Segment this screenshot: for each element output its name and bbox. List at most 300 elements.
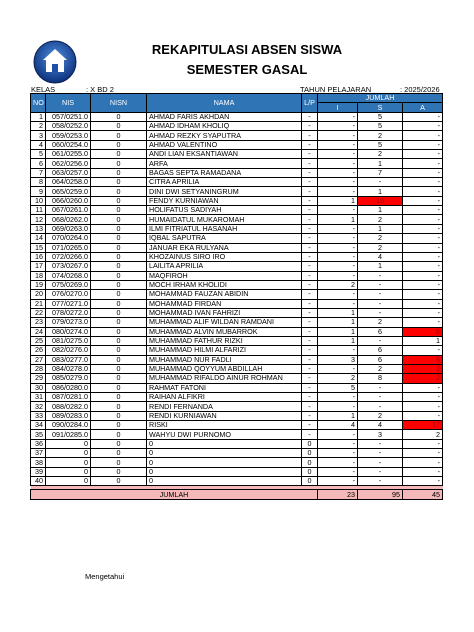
cell-lp: -: [302, 131, 318, 140]
cell-nis: 059/0253.0: [46, 131, 91, 140]
cell-a: -: [403, 131, 443, 140]
cell-nisn: 0: [91, 159, 147, 168]
cell-s: 1: [358, 159, 403, 168]
cell-i: 1: [318, 327, 358, 336]
tahun-label: TAHUN PELAJARAN: [300, 85, 372, 94]
cell-a: -: [403, 140, 443, 149]
table-row: [31, 271, 443, 280]
cell-s: -: [358, 336, 403, 345]
table-row: [31, 215, 443, 224]
cell-s: 2: [358, 318, 403, 327]
cell-lp: -: [302, 122, 318, 131]
cell-lp: -: [302, 215, 318, 224]
cell-no: 15: [31, 243, 46, 252]
cell-nis: 071/0265.0: [46, 243, 91, 252]
cell-lp: -: [302, 336, 318, 345]
cell-nisn: 0: [91, 411, 147, 420]
cell-nisn: 0: [91, 355, 147, 364]
cell-nisn: 0: [91, 383, 147, 392]
cell-nis: 083/0277.0: [46, 355, 91, 364]
cell-i: 1: [318, 308, 358, 317]
cell-lp: -: [302, 383, 318, 392]
col-header-nama: NAMA: [147, 94, 302, 113]
cell-nama: MUHAMMAD ALIF WILDAN RAMDANI: [147, 318, 302, 327]
cell-nis: 078/0272.0: [46, 308, 91, 317]
cell-i: 1: [318, 215, 358, 224]
cell-s: -: [358, 178, 403, 187]
cell-nis: 076/0270.0: [46, 290, 91, 299]
cell-nis: 061/0255.0: [46, 150, 91, 159]
cell-s: 4: [358, 252, 403, 261]
table-row: [31, 206, 443, 215]
cell-nama: AHMAD VALENTINO: [147, 140, 302, 149]
cell-no: 4: [31, 140, 46, 149]
cell-a: -: [403, 318, 443, 327]
cell-lp: -: [302, 280, 318, 289]
col-header-i: I: [318, 103, 358, 112]
cell-s: 1: [358, 262, 403, 271]
cell-nisn: 0: [91, 402, 147, 411]
cell-lp: -: [302, 252, 318, 261]
cell-a: -: [403, 280, 443, 289]
cell-a: -: [403, 178, 443, 187]
table-row: [31, 122, 443, 131]
cell-nama: 0: [147, 477, 302, 486]
cell-s: -: [358, 458, 403, 467]
cell-lp: -: [302, 150, 318, 159]
cell-nis: 058/0252.0: [46, 122, 91, 131]
cell-a: -: [403, 346, 443, 355]
table-row: [31, 355, 443, 364]
cell-no: 26: [31, 346, 46, 355]
cell-s: -: [358, 477, 403, 486]
table-row: [31, 402, 443, 411]
cell-s: -: [358, 271, 403, 280]
cell-no: 28: [31, 364, 46, 373]
cell-nama: FENDY KURNIAWAN: [147, 196, 302, 205]
cell-lp: -: [302, 402, 318, 411]
cell-lp: -: [302, 168, 318, 177]
report-title: REKAPITULASI ABSEN SISWA: [151, 42, 343, 57]
cell-a: -: [403, 168, 443, 177]
cell-no: 25: [31, 336, 46, 345]
table-row: [31, 140, 443, 149]
cell-lp: -: [302, 290, 318, 299]
cell-nis: 062/0256.0: [46, 159, 91, 168]
cell-lp: -: [302, 243, 318, 252]
table-row: [31, 308, 443, 317]
cell-nisn: 0: [91, 290, 147, 299]
cell-nisn: 0: [91, 393, 147, 402]
cell-i: -: [318, 112, 358, 121]
cell-nama: ANDI LIAN EKSANTIAWAN: [147, 150, 302, 159]
cell-s: 1: [358, 206, 403, 215]
attendance-table: [30, 93, 443, 500]
cell-s: -: [358, 449, 403, 458]
cell-nisn: 0: [91, 122, 147, 131]
cell-nis: 063/0257.0: [46, 168, 91, 177]
cell-i: -: [318, 290, 358, 299]
cell-nis: 087/0281.0: [46, 393, 91, 402]
cell-no: 34: [31, 421, 46, 430]
cell-nisn: 0: [91, 477, 147, 486]
cell-a: -: [403, 458, 443, 467]
table-row: [31, 299, 443, 308]
cell-no: 27: [31, 355, 46, 364]
cell-s: 1: [358, 224, 403, 233]
cell-i: -: [318, 140, 358, 149]
cell-s: 2: [358, 364, 403, 373]
cell-a: 2: [403, 374, 443, 383]
cell-i: -: [318, 299, 358, 308]
cell-nama: ARFA: [147, 159, 302, 168]
cell-s: 7: [358, 168, 403, 177]
cell-nis: 067/0261.0: [46, 206, 91, 215]
cell-nis: 073/0267.0: [46, 262, 91, 271]
cell-no: 6: [31, 159, 46, 168]
cell-no: 39: [31, 467, 46, 476]
cell-nama: MOHAMMAD FIRDAN: [147, 299, 302, 308]
cell-nama: LAILITA APRILIA: [147, 262, 302, 271]
cell-lp: -: [302, 393, 318, 402]
cell-i: -: [318, 430, 358, 439]
cell-no: 5: [31, 150, 46, 159]
cell-nama: WAHYU DWI PURNOMO: [147, 430, 302, 439]
table-row: [31, 196, 443, 205]
cell-nisn: 0: [91, 430, 147, 439]
cell-lp: -: [302, 299, 318, 308]
cell-nama: MUHAMMAD NUR FADLI: [147, 355, 302, 364]
total-s: 95: [358, 490, 403, 499]
cell-s: 6: [358, 355, 403, 364]
cell-s: 16: [358, 196, 403, 205]
cell-no: 23: [31, 318, 46, 327]
table-row: [31, 346, 443, 355]
cell-a: -: [403, 224, 443, 233]
cell-lp: -: [302, 327, 318, 336]
cell-a: 6: [403, 327, 443, 336]
cell-i: -: [318, 449, 358, 458]
cell-nis: 0: [46, 439, 91, 448]
cell-nama: MUHAMMAD QOYYUM ABDILLAH: [147, 364, 302, 373]
cell-i: -: [318, 243, 358, 252]
col-header-nis: NIS: [46, 94, 91, 113]
cell-no: 17: [31, 262, 46, 271]
cell-s: -: [358, 308, 403, 317]
cell-nama: RAHMAT FATONI: [147, 383, 302, 392]
cell-nama: 0: [147, 439, 302, 448]
cell-a: -: [403, 467, 443, 476]
cell-s: 2: [358, 234, 403, 243]
cell-nis: 081/0275.0: [46, 336, 91, 345]
cell-no: 40: [31, 477, 46, 486]
cell-nis: 070/0264.0: [46, 234, 91, 243]
cell-a: -: [403, 262, 443, 271]
table-row: [31, 411, 443, 420]
cell-nis: 090/0284.0: [46, 421, 91, 430]
cell-i: -: [318, 458, 358, 467]
cell-i: -: [318, 346, 358, 355]
cell-no: 38: [31, 458, 46, 467]
cell-i: 4: [318, 421, 358, 430]
cell-s: -: [358, 299, 403, 308]
table-row: [31, 252, 443, 261]
table-row: [31, 243, 443, 252]
cell-nama: MAQFIROH: [147, 271, 302, 280]
cell-lp: -: [302, 411, 318, 420]
cell-nama: MOHAMMAD FAUZAN ABIDIN: [147, 290, 302, 299]
cell-nis: 060/0254.0: [46, 140, 91, 149]
col-header-s: S: [358, 103, 403, 112]
cell-lp: -: [302, 159, 318, 168]
cell-nisn: 0: [91, 206, 147, 215]
cell-no: 37: [31, 449, 46, 458]
cell-nama: RENDI KURNIAWAN: [147, 411, 302, 420]
cell-nis: 079/0273.0: [46, 318, 91, 327]
cell-a: -: [403, 402, 443, 411]
cell-nisn: 0: [91, 449, 147, 458]
cell-a: -: [403, 439, 443, 448]
total-row: [31, 490, 443, 499]
cell-i: 3: [318, 355, 358, 364]
table-row: [31, 374, 443, 383]
cell-lp: -: [302, 374, 318, 383]
cell-no: 35: [31, 430, 46, 439]
cell-nis: 0: [46, 449, 91, 458]
cell-i: -: [318, 393, 358, 402]
col-header-nisn: NISN: [91, 94, 147, 113]
cell-a: -: [403, 243, 443, 252]
cell-a: 6: [403, 355, 443, 364]
total-a: 45: [403, 490, 443, 499]
cell-nis: 057/0251.0: [46, 112, 91, 121]
cell-nama: AHMAD REZKY SYAPUTRA: [147, 131, 302, 140]
cell-lp: 0: [302, 467, 318, 476]
cell-nama: KHOZAINUS SIRO IRO: [147, 252, 302, 261]
cell-a: -: [403, 159, 443, 168]
cell-nisn: 0: [91, 140, 147, 149]
cell-i: -: [318, 234, 358, 243]
cell-a: -: [403, 252, 443, 261]
table-row: [31, 234, 443, 243]
table-row: [31, 383, 443, 392]
cell-nis: 089/0283.0: [46, 411, 91, 420]
cell-no: 8: [31, 178, 46, 187]
cell-nisn: 0: [91, 187, 147, 196]
cell-lp: -: [302, 346, 318, 355]
cell-nis: 0: [46, 477, 91, 486]
cell-nama: RENDI FERNANDA: [147, 402, 302, 411]
cell-lp: -: [302, 140, 318, 149]
cell-lp: -: [302, 364, 318, 373]
cell-s: 2: [358, 243, 403, 252]
cell-nisn: 0: [91, 364, 147, 373]
cell-s: 5: [358, 140, 403, 149]
cell-nis: 077/0271.0: [46, 299, 91, 308]
cell-nama: CITRA APRILIA: [147, 178, 302, 187]
cell-i: 5: [318, 383, 358, 392]
footer-note: Mengetahui: [85, 572, 125, 581]
cell-nis: 066/0260.0: [46, 196, 91, 205]
cell-no: 3: [31, 131, 46, 140]
cell-s: 8: [358, 374, 403, 383]
cell-nisn: 0: [91, 271, 147, 280]
cell-i: -: [318, 168, 358, 177]
cell-lp: -: [302, 318, 318, 327]
cell-nama: ILMI FITRIATUL HASANAH: [147, 224, 302, 233]
cell-no: 1: [31, 112, 46, 121]
cell-nisn: 0: [91, 215, 147, 224]
cell-i: -: [318, 252, 358, 261]
cell-a: -: [403, 150, 443, 159]
cell-s: -: [358, 467, 403, 476]
table-row: [31, 336, 443, 345]
kelas-value: : X BD 2: [86, 85, 114, 94]
cell-a: -: [403, 411, 443, 420]
table-row: [31, 224, 443, 233]
cell-nisn: 0: [91, 280, 147, 289]
cell-nisn: 0: [91, 112, 147, 121]
cell-i: 1: [318, 411, 358, 420]
cell-s: 2: [358, 215, 403, 224]
cell-no: 10: [31, 196, 46, 205]
col-header-lp: L/P: [302, 94, 318, 113]
cell-a: 1: [403, 336, 443, 345]
cell-s: 2: [358, 411, 403, 420]
cell-i: -: [318, 206, 358, 215]
cell-lp: -: [302, 178, 318, 187]
cell-nama: IQBAL SAPUTRA: [147, 234, 302, 243]
table-row: [31, 150, 443, 159]
cell-s: 1: [358, 187, 403, 196]
cell-nisn: 0: [91, 327, 147, 336]
cell-lp: -: [302, 421, 318, 430]
cell-nis: 069/0263.0: [46, 224, 91, 233]
cell-i: -: [318, 224, 358, 233]
cell-nisn: 0: [91, 196, 147, 205]
col-header-a: A: [403, 103, 443, 112]
cell-no: 22: [31, 308, 46, 317]
cell-nis: 064/0258.0: [46, 178, 91, 187]
cell-nama: MOCH IRHAM KHOLIDI: [147, 280, 302, 289]
table-row: [31, 262, 443, 271]
cell-nisn: 0: [91, 150, 147, 159]
cell-no: 9: [31, 187, 46, 196]
cell-i: -: [318, 122, 358, 131]
cell-s: 6: [358, 346, 403, 355]
cell-s: 5: [358, 122, 403, 131]
cell-lp: -: [302, 308, 318, 317]
cell-i: -: [318, 477, 358, 486]
cell-nis: 072/0266.0: [46, 252, 91, 261]
cell-nisn: 0: [91, 458, 147, 467]
cell-i: 2: [318, 280, 358, 289]
cell-a: -: [403, 187, 443, 196]
cell-s: -: [358, 393, 403, 402]
cell-nisn: 0: [91, 243, 147, 252]
cell-a: -: [403, 477, 443, 486]
cell-nis: 0: [46, 458, 91, 467]
cell-nisn: 0: [91, 224, 147, 233]
cell-nama: HUMAIDATUL MUKAROMAH: [147, 215, 302, 224]
cell-no: 24: [31, 327, 46, 336]
cell-a: -: [403, 299, 443, 308]
table-row: [31, 159, 443, 168]
report-subtitle: SEMESTER GASAL: [186, 62, 308, 77]
cell-nisn: 0: [91, 421, 147, 430]
cell-i: -: [318, 262, 358, 271]
attendance-table-wrap: [30, 93, 442, 500]
cell-nisn: 0: [91, 374, 147, 383]
cell-i: 1: [318, 196, 358, 205]
cell-i: 1: [318, 318, 358, 327]
table-row: [31, 318, 443, 327]
cell-nama: 0: [147, 467, 302, 476]
total-label: JUMLAH: [31, 490, 318, 499]
cell-i: -: [318, 159, 358, 168]
cell-i: -: [318, 402, 358, 411]
cell-lp: 0: [302, 477, 318, 486]
cell-a: -: [403, 112, 443, 121]
cell-lp: 0: [302, 449, 318, 458]
cell-nama: MUHAMMAD RIFALDO AINUR ROHMAN: [147, 374, 302, 383]
cell-no: 16: [31, 252, 46, 261]
cell-nis: 075/0269.0: [46, 280, 91, 289]
cell-a: 2: [403, 430, 443, 439]
cell-nisn: 0: [91, 346, 147, 355]
cell-a: -: [403, 449, 443, 458]
cell-no: 18: [31, 271, 46, 280]
cell-a: -: [403, 383, 443, 392]
cell-nis: 0: [46, 467, 91, 476]
cell-nisn: 0: [91, 318, 147, 327]
table-row: [31, 458, 443, 467]
total-i: 23: [318, 490, 358, 499]
cell-lp: -: [302, 430, 318, 439]
cell-lp: -: [302, 234, 318, 243]
cell-nis: 091/0285.0: [46, 430, 91, 439]
cell-no: 19: [31, 280, 46, 289]
cell-no: 13: [31, 224, 46, 233]
table-row: [31, 421, 443, 430]
cell-nisn: 0: [91, 252, 147, 261]
table-body: [31, 112, 443, 486]
cell-no: 31: [31, 393, 46, 402]
cell-s: 2: [358, 131, 403, 140]
table-row: [31, 187, 443, 196]
cell-a: -: [403, 206, 443, 215]
cell-s: -: [358, 439, 403, 448]
cell-s: -: [358, 402, 403, 411]
table-row: [31, 467, 443, 476]
cell-i: -: [318, 364, 358, 373]
table-row: [31, 364, 443, 373]
cell-lp: -: [302, 112, 318, 121]
table-row: [31, 430, 443, 439]
cell-no: 30: [31, 383, 46, 392]
cell-no: 11: [31, 206, 46, 215]
cell-no: 20: [31, 290, 46, 299]
cell-no: 2: [31, 122, 46, 131]
cell-nisn: 0: [91, 299, 147, 308]
cell-no: 32: [31, 402, 46, 411]
cell-nis: 074/0268.0: [46, 271, 91, 280]
table-row: [31, 393, 443, 402]
cell-nisn: 0: [91, 308, 147, 317]
cell-nisn: 0: [91, 439, 147, 448]
cell-no: 7: [31, 168, 46, 177]
table-row: [31, 439, 443, 448]
